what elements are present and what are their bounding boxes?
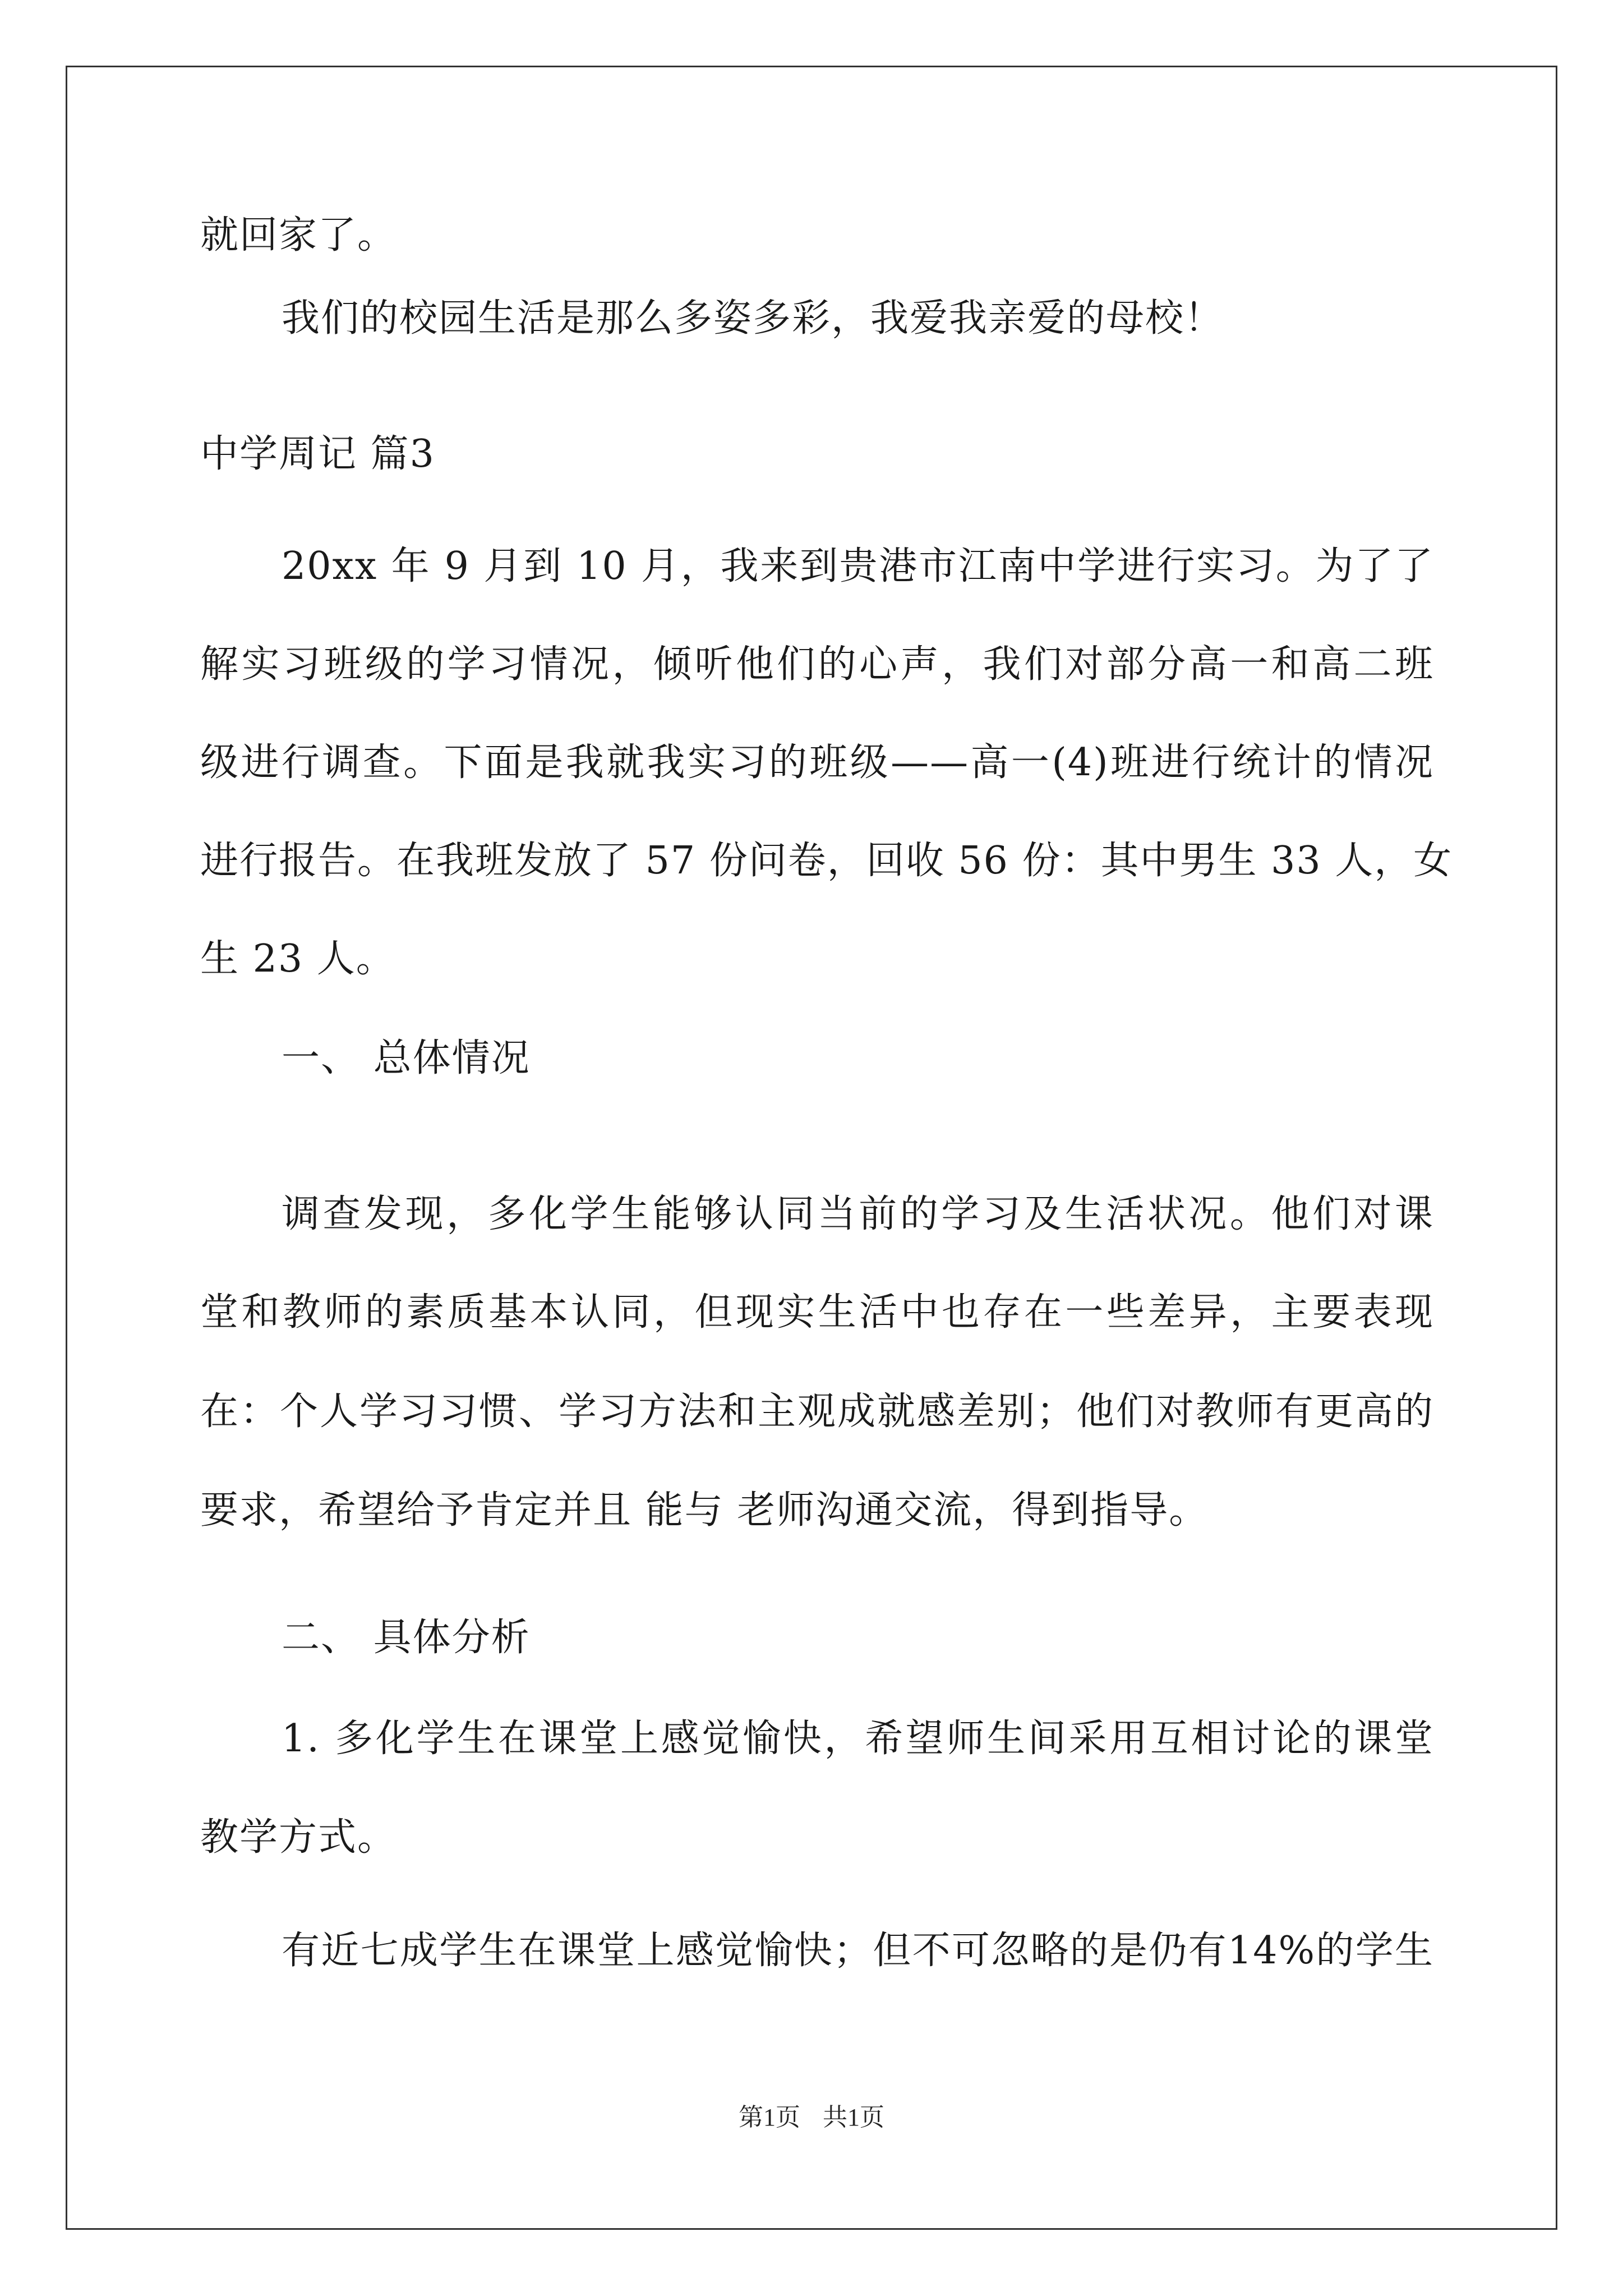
paragraph-line: 就回家了。	[200, 213, 397, 257]
paragraph-line: 在：个人学习习惯、学习方法和主观成就感差别；他们对教师有更高的	[200, 1389, 1434, 1434]
page-number: 第1页	[739, 2104, 800, 2131]
subsection-heading: 一、 总体情况	[282, 1036, 531, 1080]
section-heading: 中学周记 篇3	[200, 432, 435, 476]
paragraph-line: 20xx 年 9 月到 10 月，我来到贵港市江南中学进行实习。为了了	[282, 544, 1434, 588]
paragraph-line: 要求，希望给予肯定并且 能与 老师沟通交流，得到指导。	[200, 1488, 1209, 1533]
paragraph-line: 1. 多化学生在课堂上感觉愉快，希望师生间采用互相讨论的课堂	[282, 1717, 1434, 1761]
paragraph-line: 教学方式。	[200, 1815, 397, 1860]
paragraph-line: 进行报告。在我班发放了 57 份问卷，回收 56 份：其中男生 33 人，女	[200, 839, 1453, 883]
page-border	[66, 66, 1557, 2230]
page-footer	[0, 2101, 1623, 2134]
paragraph-line: 解实习班级的学习情况，倾听他们的心声，我们对部分高一和高二班	[200, 642, 1434, 687]
subsection-heading: 二、 具体分析	[282, 1616, 531, 1660]
paragraph-line: 调查发现，多化学生能够认同当前的学习及生活状况。他们对课	[282, 1192, 1434, 1236]
paragraph-line: 生 23 人。	[200, 937, 395, 981]
paragraph-line: 堂和教师的素质基本认同，但现实生活中也存在一些差异，主要表现	[200, 1290, 1434, 1335]
paragraph-line: 有近七成学生在课堂上感觉愉快；但不可忽略的是仍有14%的学生	[282, 1929, 1434, 1973]
paragraph-line: 级进行调查。下面是我就我实习的班级——高一(4)班进行统计的情况	[200, 740, 1434, 785]
paragraph-line: 我们的校园生活是那么多姿多彩，我爱我亲爱的母校！	[282, 296, 1224, 341]
page-total: 共1页	[823, 2104, 884, 2131]
